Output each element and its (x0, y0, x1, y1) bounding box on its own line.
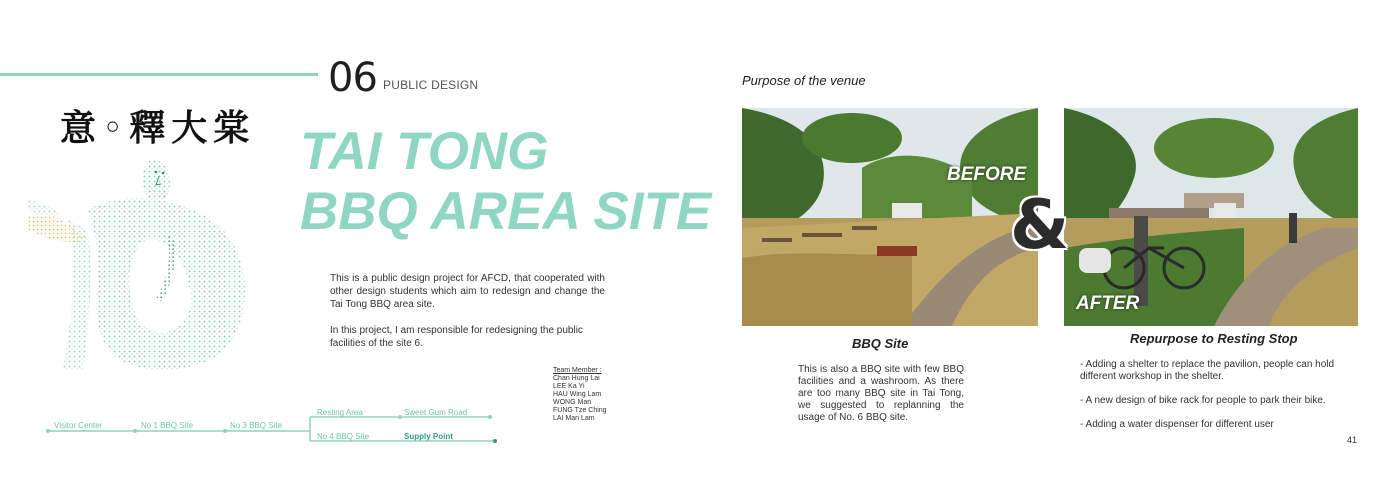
route-stop-no4-bbq: No 4 BBQ Site (317, 432, 370, 441)
purpose-heading: Purpose of the venue (742, 73, 866, 88)
team-member: FUNG Tze Ching (553, 407, 607, 414)
resting-stop-caption: Repurpose to Resting Stop (1130, 331, 1298, 346)
project-title (300, 122, 711, 242)
route-stop-dot (398, 415, 402, 419)
responsibility-paragraph: In this project, I am responsible for redesigning the public facilities of the site 6. (330, 325, 583, 349)
chinese-title: 意◦釋大棠 (60, 107, 256, 149)
ampersand-mark: & (1010, 186, 1070, 265)
route-stop-no1-bbq: No 1 BBQ Site (141, 421, 194, 430)
route-stop-dot (223, 429, 227, 433)
repurpose-point: - Adding a water dispenser for different user (1080, 419, 1274, 430)
route-stop-no3-bbq: No 3 BBQ Site (230, 421, 283, 430)
route-stop-dot (46, 429, 50, 433)
project-title-line2: BBQ AREA SITE (300, 182, 712, 241)
team-heading: Team Member : (553, 367, 602, 374)
after-photo (1064, 108, 1358, 326)
team-member: Chan Hung Lai (553, 375, 600, 382)
route-stop-sweet-gum-road: Sweet Gum Road (404, 408, 468, 417)
after-label: AFTER (1076, 293, 1140, 314)
route-stop-dot (493, 439, 497, 443)
team-member-list (553, 367, 607, 423)
before-label: BEFORE (947, 164, 1027, 185)
repurpose-points (1080, 359, 1350, 443)
route-stop-dot (488, 415, 492, 419)
team-member: LAI Man Lam (553, 415, 595, 422)
dotted-figure-illustration (28, 140, 268, 380)
section-number: 06 (328, 55, 377, 101)
team-member: LEE Ka Yi (553, 383, 585, 390)
route-stop-resting-area: Resting Area (317, 408, 363, 417)
section-divider-line (0, 73, 318, 76)
page-number: 41 (1347, 435, 1358, 445)
repurpose-point: - A new design of bike rack for people to park their bike. (1080, 395, 1326, 406)
bbq-site-description: This is also a BBQ site with few BBQ facilities and a washroom. As there are too many BBQ site in Tai Tong, we suggested to replanning the usage of No. 6 BBQ site. (798, 364, 964, 423)
repurpose-point: - Adding a shelter to replace the pavilion, people can hold different workshop in the shelter. (1080, 359, 1335, 382)
intro-paragraph: This is a public design project for AFCD, that cooperated with other design students which aim to redesign and change the Tai Tong BBQ area site. (330, 273, 605, 310)
before-photo (742, 108, 1038, 326)
team-member: HAU Wing Lam (553, 391, 602, 398)
route-stop-supply-point: Supply Point (404, 432, 453, 441)
section-name: PUBLIC DESIGN (383, 78, 479, 92)
route-stop-dot (133, 429, 137, 433)
project-title-line1: TAI TONG (300, 122, 549, 181)
team-member: WONG Man (553, 399, 592, 406)
route-stop-visitor-center: Visitor Center (54, 421, 103, 430)
bbq-site-caption: BBQ Site (852, 336, 909, 351)
